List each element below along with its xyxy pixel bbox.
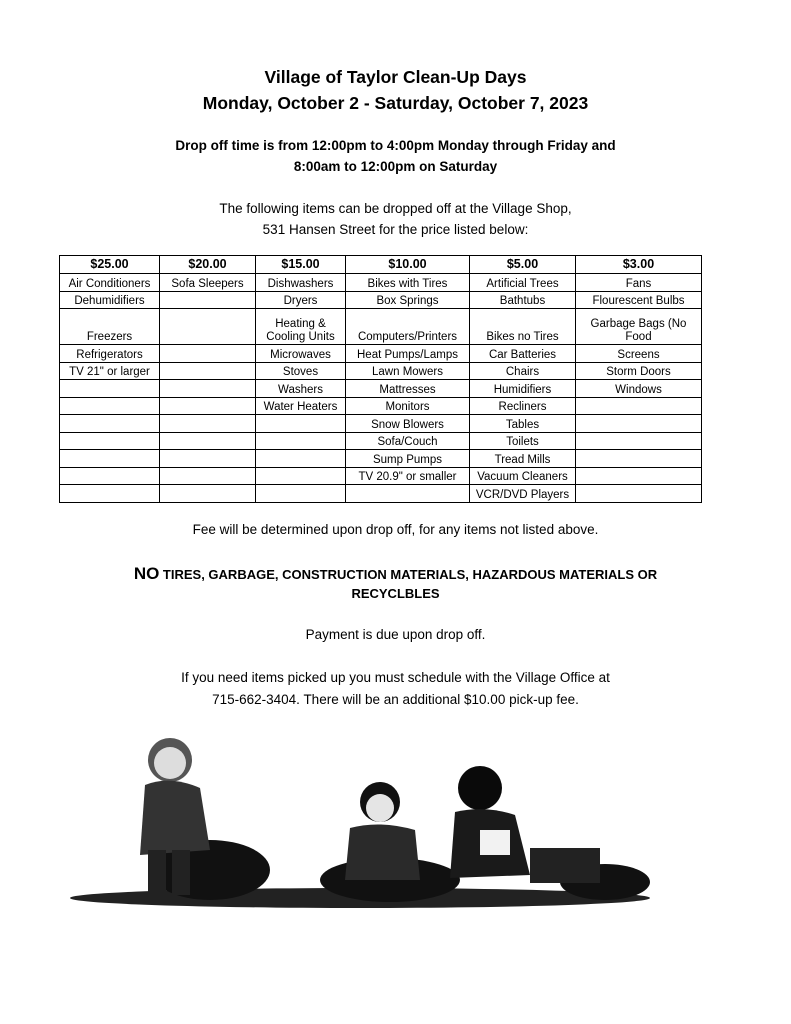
table-cell: Bikes with Tires — [346, 274, 470, 292]
dropoff-hours-line-1: Drop off time is from 12:00pm to 4:00pm Monday through Friday and — [175, 138, 616, 153]
table-row — [60, 274, 702, 292]
table-cell: Refrigerators — [60, 345, 160, 363]
table-cell — [256, 485, 346, 503]
table-cell — [256, 467, 346, 485]
table-cell — [60, 450, 160, 468]
table-row — [60, 467, 702, 485]
table-cell — [160, 380, 256, 398]
title-line-2: Monday, October 2 - Saturday, October 7, 2023 — [202, 93, 589, 113]
table-row — [60, 485, 702, 503]
table-cell: Storm Doors — [576, 362, 702, 380]
table-cell — [576, 397, 702, 415]
table-cell: Washers — [256, 380, 346, 398]
table-cell: Dehumidifiers — [60, 291, 160, 309]
payment-note: Payment is due upon drop off. — [305, 627, 486, 642]
table-cell: Air Conditioners — [60, 274, 160, 292]
pickup-line-1: If you need items picked up you must schedule with the Village Office at — [181, 670, 610, 685]
table-row — [60, 450, 702, 468]
table-cell — [160, 432, 256, 450]
table-cell: Toilets — [470, 432, 576, 450]
no-word: NO — [133, 564, 160, 583]
table-cell: Heating & Cooling Units — [256, 309, 346, 345]
fee-note: Fee will be determined upon drop off, for any items not listed above. — [192, 522, 599, 537]
table-row — [60, 345, 702, 363]
table-cell — [160, 362, 256, 380]
price-header: $5.00 — [470, 256, 576, 274]
table-cell — [60, 380, 160, 398]
table-cell — [576, 485, 702, 503]
table-cell — [60, 467, 160, 485]
table-row — [60, 432, 702, 450]
table-cell — [576, 415, 702, 433]
price-header: $3.00 — [576, 256, 702, 274]
pickup-line-2: 715-662-3404. There will be an additional $10.00 pick-up fee. — [212, 692, 579, 707]
table-cell: Screens — [576, 345, 702, 363]
table-cell: Dishwashers — [256, 274, 346, 292]
table-cell: Heat Pumps/Lamps — [346, 345, 470, 363]
table-row — [60, 380, 702, 398]
table-row — [60, 397, 702, 415]
table-cell: Microwaves — [256, 345, 346, 363]
table-cell — [60, 397, 160, 415]
table-cell: Bikes no Tires — [470, 309, 576, 345]
intro-line-1: The following items can be dropped off at the Village Shop, — [219, 201, 572, 216]
table-cell — [160, 345, 256, 363]
table-cell: Water Heaters — [256, 397, 346, 415]
table-cell — [576, 467, 702, 485]
table-cell — [60, 485, 160, 503]
table-cell — [60, 415, 160, 433]
title-line-1: Village of Taylor Clean-Up Days — [264, 67, 527, 87]
table-cell: Sofa/Couch — [346, 432, 470, 450]
table-cell: Flourescent Bulbs — [576, 291, 702, 309]
table-cell: Fans — [576, 274, 702, 292]
table-cell — [160, 291, 256, 309]
table-cell: Car Batteries — [470, 345, 576, 363]
table-cell — [160, 309, 256, 345]
table-cell: Stoves — [256, 362, 346, 380]
table-cell: Humidifiers — [470, 380, 576, 398]
price-header: $15.00 — [256, 256, 346, 274]
table-row — [60, 362, 702, 380]
table-cell: Box Springs — [346, 291, 470, 309]
table-cell: Dryers — [256, 291, 346, 309]
table-cell: Tread Mills — [470, 450, 576, 468]
price-header: $20.00 — [160, 256, 256, 274]
table-cell — [160, 467, 256, 485]
dropoff-hours-line-2: 8:00am to 12:00pm on Saturday — [293, 159, 498, 174]
table-cell: Windows — [576, 380, 702, 398]
table-cell — [256, 432, 346, 450]
restrictions-list: TIRES, GARBAGE, CONSTRUCTION MATERIALS, HAZARDOUS MATERIALS OR — [159, 567, 658, 582]
table-cell — [160, 415, 256, 433]
table-cell: Computers/Printers — [346, 309, 470, 345]
intro-line-2: 531 Hansen Street for the price listed below: — [262, 222, 529, 237]
table-cell — [160, 397, 256, 415]
table-cell — [576, 450, 702, 468]
price-header: $10.00 — [346, 256, 470, 274]
table-row — [60, 415, 702, 433]
kid-middle — [345, 782, 420, 880]
cleanup-kids-illustration — [60, 730, 660, 910]
table-cell: Monitors — [346, 397, 470, 415]
table-cell: TV 21" or larger — [60, 362, 160, 380]
table-cell: Mattresses — [346, 380, 470, 398]
table-cell — [160, 450, 256, 468]
table-row — [60, 309, 702, 345]
kid-right — [450, 766, 600, 883]
table-cell — [256, 415, 346, 433]
table-cell: TV 20.9" or smaller — [346, 467, 470, 485]
table-cell: Garbage Bags (No Food — [576, 309, 702, 345]
table-cell: Bathtubs — [470, 291, 576, 309]
price-header-row — [60, 256, 702, 274]
price-header: $25.00 — [60, 256, 160, 274]
restrictions-line-2: RECYCLBLES — [351, 586, 440, 601]
table-row — [60, 291, 702, 309]
table-cell: Artificial Trees — [470, 274, 576, 292]
table-cell: Freezers — [60, 309, 160, 345]
table-cell: Lawn Mowers — [346, 362, 470, 380]
table-cell: VCR/DVD Players — [470, 485, 576, 503]
table-cell: Sofa Sleepers — [160, 274, 256, 292]
table-cell: Chairs — [470, 362, 576, 380]
table-cell: Snow Blowers — [346, 415, 470, 433]
table-cell: Tables — [470, 415, 576, 433]
price-table — [59, 255, 702, 503]
table-cell — [346, 485, 470, 503]
table-cell — [160, 485, 256, 503]
restrictions-line-1 — [0, 564, 791, 585]
table-cell — [576, 432, 702, 450]
table-cell — [256, 450, 346, 468]
table-cell: Vacuum Cleaners — [470, 467, 576, 485]
table-cell: Recliners — [470, 397, 576, 415]
table-cell: Sump Pumps — [346, 450, 470, 468]
table-cell — [60, 432, 160, 450]
